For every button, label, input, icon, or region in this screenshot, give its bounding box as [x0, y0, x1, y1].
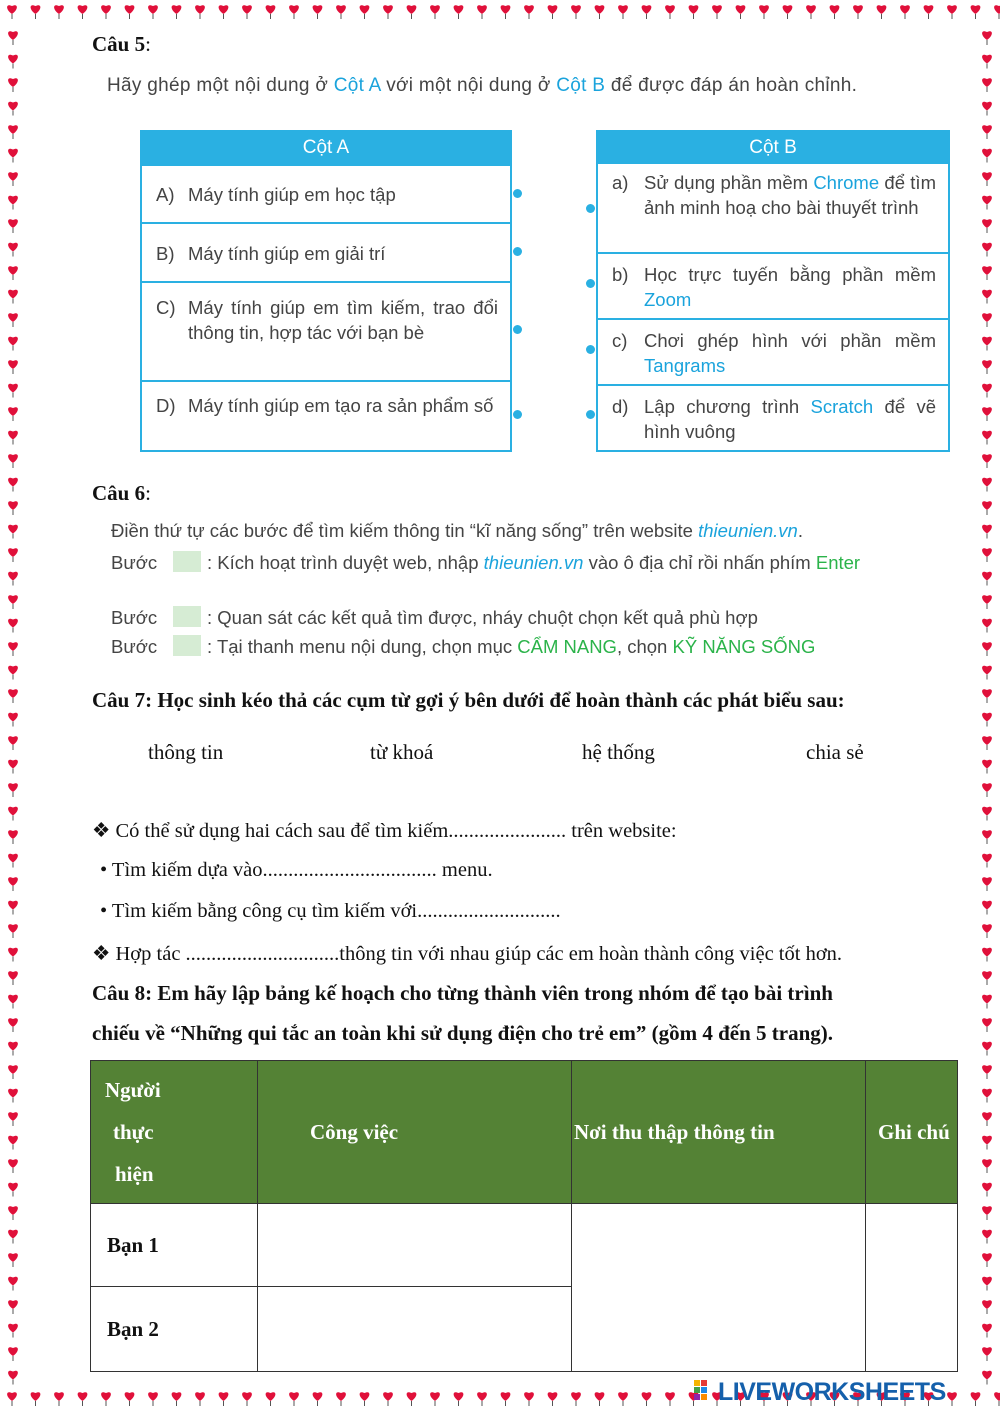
step-word: Bước [111, 607, 158, 628]
col-a-item[interactable] [142, 164, 510, 222]
header-task: Công việc [258, 1061, 572, 1204]
step-desc: : Tại thanh menu nội dung, chọn mục CẨM NANG, chọn KỸ NĂNG SỐNG [207, 636, 816, 657]
item-text: Máy tính giúp em tìm kiếm, trao đổi thông tin, hợp tác với bạn bè [188, 297, 498, 343]
column-b-header: Cột B [598, 132, 948, 164]
step-input-box[interactable] [173, 551, 201, 572]
item-label: C) [156, 297, 176, 318]
item-text: Sử dụng phần mềm Chrome để tìm ảnh minh hoạ cho bài thuyết trình [644, 172, 936, 218]
item-label: d) [612, 396, 629, 417]
item-text: Máy tính giúp em giải trí [188, 243, 386, 264]
step-word: Bước [111, 552, 158, 573]
step-input-box[interactable] [173, 606, 201, 627]
fill-statement[interactable]: • Tìm kiếm dựa vào.................................. menu. [100, 859, 493, 881]
cell-task[interactable] [258, 1204, 572, 1287]
item-label: a) [612, 172, 629, 193]
row-person: Bạn 2 [91, 1287, 258, 1372]
step-desc: : Kích hoạt trình duyệt web, nhập thieunien.vn vào ô địa chỉ rồi nhấn phím Enter [207, 552, 861, 573]
match-dot-d[interactable] [513, 410, 522, 419]
drag-chip[interactable]: thông tin [148, 740, 224, 764]
fill-statement[interactable]: ❖ Có thể sử dụng hai cách sau để tìm kiếm....................... trên website: [92, 820, 677, 842]
q5-instruction: Hãy ghép một nội dung ở Cột A với một nội dung ở Cột B để được đáp án hoàn chỉnh. [107, 75, 858, 96]
header-note: Ghi chú [866, 1061, 958, 1204]
header-source: Nơi thu thập thông tin [572, 1061, 866, 1204]
col-b-item[interactable] [598, 164, 948, 252]
match-dot-c[interactable] [513, 325, 522, 334]
row-person: Bạn 1 [91, 1204, 258, 1287]
item-text: Máy tính giúp em tạo ra sản phẩm số [188, 395, 494, 416]
step-word: Bước [111, 636, 158, 657]
match-dot-d-lower[interactable] [586, 410, 595, 419]
q6-title: Câu 6: [92, 481, 151, 505]
item-label: A) [156, 184, 175, 205]
item-label: B) [156, 243, 175, 264]
fill-statement[interactable]: ❖ Hợp tác ..............................thông tin với nhau giúp các em hoàn thành công việc tốt hơn. [92, 943, 843, 965]
item-text: Học trực tuyến bằng phần mềm Zoom [644, 264, 936, 310]
fill-statement[interactable]: • Tìm kiếm bằng công cụ tìm kiếm với............................ [100, 900, 561, 922]
col-a-item[interactable] [142, 222, 510, 281]
item-text: Lập chương trình Scratch để vẽ hình vuông [644, 396, 936, 442]
col-b-item[interactable] [598, 318, 948, 384]
cell-task[interactable] [258, 1287, 572, 1372]
liveworksheets-logo: LIVEWORKSHEETS [718, 1378, 946, 1406]
match-dot-b-lower[interactable] [586, 279, 595, 288]
match-dot-a[interactable] [513, 189, 522, 198]
match-dot-a-lower[interactable] [586, 204, 595, 213]
step-row [111, 550, 961, 600]
drag-chip[interactable]: từ khoá [370, 740, 434, 764]
col-b-item[interactable] [598, 384, 948, 448]
col-a-item[interactable] [142, 281, 510, 380]
step-input-box[interactable] [173, 635, 201, 656]
col-b-item[interactable] [598, 252, 948, 318]
liveworksheets-logo-icon [694, 1378, 714, 1402]
header-person: Người thực hiện [91, 1061, 258, 1204]
item-text: Chơi ghép hình với phần mềm Tangrams [644, 330, 936, 376]
match-dot-b[interactable] [513, 247, 522, 256]
cell-source[interactable] [572, 1204, 866, 1372]
item-text: Máy tính giúp em học tập [188, 184, 396, 205]
item-label: b) [612, 264, 629, 285]
q7-title: Câu 7: Học sinh kéo thả các cụm từ gợi ý bên dưới để hoàn thành các phát biểu sau: [92, 688, 845, 712]
step-row [111, 605, 961, 630]
column-a [140, 130, 512, 452]
table-row [91, 1204, 958, 1287]
step-row [111, 634, 961, 659]
item-label: c) [612, 330, 628, 351]
cell-note[interactable] [866, 1204, 958, 1372]
match-dot-c-lower[interactable] [586, 345, 595, 354]
plan-table [90, 1060, 958, 1372]
drag-chip[interactable]: hệ thống [582, 740, 655, 764]
q8-title-line1: Câu 8: Em hãy lập bảng kế hoạch cho từng thành viên trong nhóm để tạo bài trình [92, 981, 833, 1005]
step-desc: : Quan sát các kết quả tìm được, nháy chuột chọn kết quả phù hợp [207, 607, 758, 628]
table-header-row [91, 1061, 958, 1204]
q6-instruction: Điền thứ tự các bước để tìm kiếm thông tin “kĩ năng sống” trên website thieunien.vn. [111, 520, 803, 541]
q5-title: Câu 5: [92, 32, 151, 56]
q8-title-line2: chiếu về “Những qui tắc an toàn khi sử dụng điện cho trẻ em” (gồm 4 đến 5 trang). [92, 1021, 834, 1045]
drag-chip[interactable]: chia sẻ [806, 740, 864, 764]
column-a-header: Cột A [142, 132, 510, 164]
column-b [596, 130, 950, 452]
col-a-item[interactable] [142, 380, 510, 448]
item-label: D) [156, 395, 176, 416]
